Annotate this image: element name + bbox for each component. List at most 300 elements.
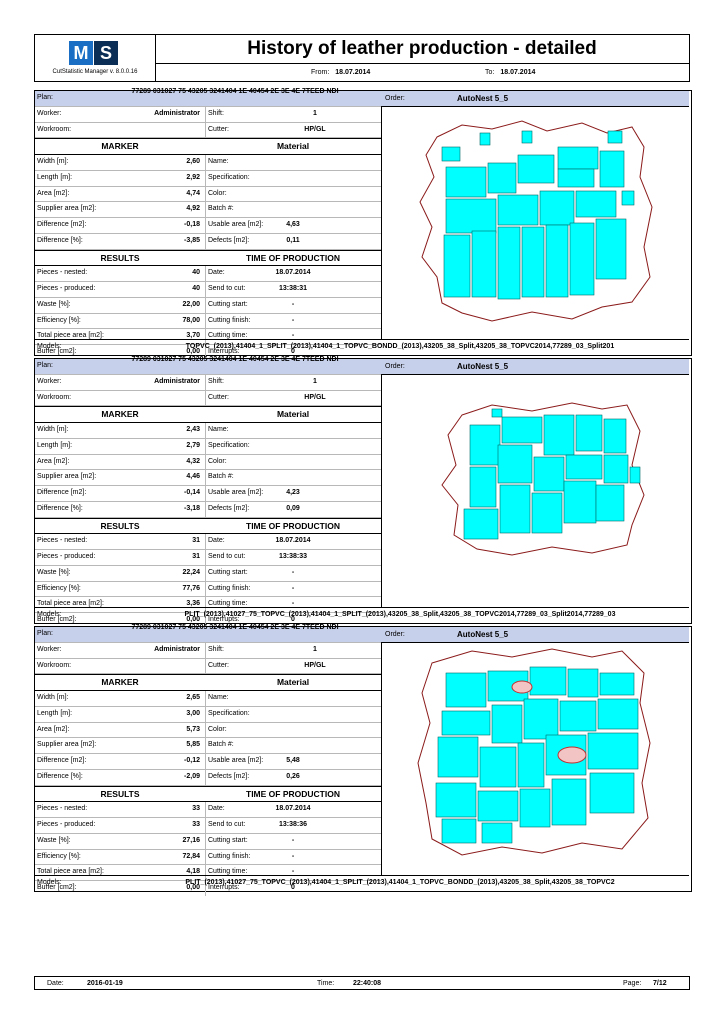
nested-piece [498, 445, 532, 483]
pieces-nested-value: 31 [192, 537, 200, 545]
nested-piece [608, 131, 622, 143]
models-label: Models: [37, 879, 62, 886]
report-footer [34, 976, 690, 990]
length-value: 3,00 [186, 709, 200, 717]
interrupts-value: 0 [291, 884, 295, 891]
send-to-cut-label: Send to cut: [208, 285, 246, 292]
usable-area-value: 5,48 [286, 757, 300, 764]
report-header [34, 34, 690, 82]
worker-label: Worker: [37, 109, 62, 117]
difference-pct-label: Difference [%]: [37, 236, 83, 244]
record-table [35, 624, 381, 896]
nested-piece [446, 167, 486, 197]
total-piece-area-label: Total piece area [m2]: [37, 868, 104, 876]
nested-piece [546, 225, 568, 297]
nested-piece [438, 737, 478, 777]
defects-label: Defects [m2]: [208, 236, 250, 244]
batch-label: Batch #: [208, 205, 234, 213]
marker-heading: MARKER [101, 677, 139, 688]
nested-piece [534, 457, 564, 491]
worker-row [35, 643, 381, 659]
nested-piece [570, 223, 594, 295]
supplier-area-row [35, 470, 381, 486]
send-to-cut-value: 13:38:33 [278, 553, 308, 560]
area-label: Area [m2]: [37, 725, 70, 733]
nested-piece [498, 195, 538, 225]
worker-row [35, 375, 381, 391]
nested-piece [604, 455, 628, 483]
nested-piece [630, 467, 640, 483]
difference-m2-row [35, 218, 381, 234]
waste-row [35, 566, 381, 582]
nested-piece [566, 455, 602, 479]
difference-m2-value: -0,18 [184, 221, 200, 228]
cutter-value: HP/GL [304, 393, 326, 401]
nested-piece [600, 673, 634, 695]
to-value: 18.07.2014 [500, 69, 536, 76]
marker-heading: MARKER [101, 409, 139, 420]
specification-label: Specification: [208, 709, 250, 717]
difference-pct-value: -3,85 [184, 236, 200, 244]
workroom-row [35, 123, 381, 139]
width-label: Width [m]: [37, 158, 69, 165]
nested-piece [470, 467, 496, 507]
nested-piece [464, 509, 498, 539]
supplier-area-value: 4,46 [186, 473, 200, 481]
shift-value: 1 [313, 645, 317, 653]
footer-page-value: 7/12 [653, 980, 667, 987]
waste-value: 27,16 [182, 836, 200, 844]
cutter-label: Cutter: [208, 661, 230, 669]
record-table [35, 88, 381, 360]
date-label: Date: [208, 269, 225, 277]
from-value: 18.07.2014 [335, 69, 371, 76]
pieces-produced-row [35, 818, 381, 834]
efficiency-label: Efficiency [%]: [37, 852, 81, 860]
plan-value: 77289 031027 75 43205 3241404 1E 40454 2E 3E 4E 7TEED NDI [131, 624, 339, 631]
nested-piece [596, 219, 626, 279]
nesting-preview [382, 375, 689, 606]
efficiency-row [35, 582, 381, 598]
workroom-label: Workroom: [37, 125, 72, 133]
nested-piece [530, 667, 566, 695]
nested-piece [470, 425, 500, 465]
pieces-produced-value: 40 [192, 285, 200, 292]
nested-piece [544, 415, 574, 455]
marker-material-heading [35, 138, 381, 155]
length-value: 2,79 [186, 441, 200, 449]
width-value: 2,60 [186, 158, 200, 165]
cutting-finish-label: Cutting finish: [208, 584, 251, 592]
difference-m2-label: Difference [m2]: [37, 221, 87, 228]
defects-label: Defects [m2]: [208, 504, 250, 512]
cutting-start-value: - [291, 300, 295, 308]
interrupts-label: Interrupts: [208, 616, 240, 623]
results-time-heading [35, 518, 381, 535]
difference-pct-row [35, 502, 381, 518]
app-version: CutStatistic Manager v. 8.0.0.16 [52, 69, 138, 75]
nested-piece [498, 227, 520, 299]
cutting-time-label: Cutting time: [208, 868, 248, 876]
material-heading: Material [276, 677, 310, 688]
marker-material-heading [35, 406, 381, 423]
models-label: Models: [37, 343, 62, 350]
nesting-preview [382, 643, 689, 874]
pieces-produced-row [35, 550, 381, 566]
plan-row [35, 88, 381, 107]
nested-piece [576, 415, 602, 451]
material-heading: Material [276, 141, 310, 152]
cutter-label: Cutter: [208, 125, 230, 133]
date-value: 18.07.2014 [275, 269, 311, 277]
total-piece-area-label: Total piece area [m2]: [37, 332, 104, 340]
shift-label: Shift: [208, 645, 224, 653]
results-heading: RESULTS [100, 252, 140, 263]
width-row [35, 423, 381, 439]
pieces-nested-value: 33 [192, 805, 200, 813]
supplier-area-row [35, 202, 381, 218]
difference-m2-label: Difference [m2]: [37, 757, 87, 764]
buffer-value: 0,00 [186, 348, 200, 355]
order-label: Order: [385, 363, 405, 370]
nesting-drawing [382, 107, 689, 338]
buffer-value: 0,00 [186, 616, 200, 623]
area-label: Area [m2]: [37, 457, 70, 465]
footer-time-value: 22:40:08 [353, 980, 382, 987]
report-title: History of leather production - detailed [155, 35, 689, 64]
width-label: Width [m]: [37, 426, 69, 433]
length-value: 2,92 [186, 173, 200, 181]
defects-value: 0,11 [286, 236, 300, 244]
pieces-nested-row [35, 534, 381, 550]
nested-piece [436, 783, 476, 817]
pieces-nested-value: 40 [192, 269, 200, 277]
nested-piece [596, 485, 624, 521]
pieces-produced-label: Pieces - produced: [37, 821, 96, 828]
efficiency-row [35, 850, 381, 866]
supplier-area-label: Supplier area [m2]: [37, 473, 97, 481]
nested-piece [492, 705, 522, 743]
nested-piece [478, 791, 518, 821]
shift-label: Shift: [208, 109, 224, 117]
interrupts-value: 0 [291, 616, 295, 623]
order-value: AutoNest 5_5 [457, 630, 509, 639]
efficiency-label: Efficiency [%]: [37, 316, 81, 324]
plan-label: Plan: [37, 362, 53, 369]
nested-piece [480, 747, 516, 787]
interrupts-label: Interrupts: [208, 884, 240, 891]
area-row [35, 187, 381, 203]
nested-piece [518, 743, 544, 787]
nested-piece [502, 417, 542, 443]
cutting-time-value: - [291, 600, 295, 608]
workroom-label: Workroom: [37, 393, 72, 401]
nested-piece [500, 485, 530, 533]
time-of-production-heading: TIME OF PRODUCTION [246, 252, 340, 263]
pieces-produced-label: Pieces - produced: [37, 285, 96, 292]
efficiency-value: 77,76 [182, 584, 200, 592]
cutter-value: HP/GL [304, 661, 326, 669]
name-label: Name: [208, 158, 229, 165]
send-to-cut-label: Send to cut: [208, 821, 246, 828]
defect-area [512, 681, 532, 693]
efficiency-label: Efficiency [%]: [37, 584, 81, 592]
pieces-produced-value: 33 [192, 821, 200, 828]
cutting-finish-value: - [291, 584, 295, 592]
models-value: TOPVC_(2013),41404_1_SPLIT_(2013),41404_1_TOPVC_BONDD_(2013),43205_38_Split,43205_38_TOPVC2014,77289_03_Split201 [185, 343, 615, 350]
width-row [35, 155, 381, 171]
area-value: 4,74 [186, 189, 200, 197]
nested-piece [598, 699, 638, 729]
cutting-start-label: Cutting start: [208, 568, 248, 576]
nested-piece [576, 191, 616, 217]
efficiency-row [35, 314, 381, 330]
nested-piece [540, 191, 574, 225]
supplier-area-value: 5,85 [186, 741, 200, 749]
nested-piece [564, 481, 596, 523]
cutting-finish-label: Cutting finish: [208, 316, 251, 324]
date-label: Date: [208, 537, 225, 545]
production-record-3 [34, 626, 692, 892]
waste-value: 22,00 [182, 300, 200, 308]
difference-pct-value: -3,18 [184, 504, 200, 512]
production-record-1 [34, 90, 692, 356]
logo-letter-m: M [69, 41, 93, 65]
total-piece-area-value: 3,70 [186, 332, 200, 340]
difference-m2-row [35, 486, 381, 502]
length-label: Length [m]: [37, 709, 73, 717]
supplier-area-label: Supplier area [m2]: [37, 741, 97, 749]
total-piece-area-value: 3,36 [186, 600, 200, 608]
order-bar [381, 91, 689, 107]
area-label: Area [m2]: [37, 189, 70, 197]
order-label: Order: [385, 631, 405, 638]
record-table [35, 356, 381, 628]
date-from [311, 69, 370, 76]
nested-piece [560, 701, 596, 731]
pieces-produced-row [35, 282, 381, 298]
area-value: 5,73 [186, 725, 200, 733]
cutting-start-value: - [291, 836, 295, 844]
supplier-area-row [35, 738, 381, 754]
worker-value: Administrator [154, 377, 200, 385]
plan-label: Plan: [37, 94, 53, 101]
nested-piece [568, 669, 598, 697]
waste-label: Waste [%]: [37, 568, 71, 576]
plan-value: 77289 031027 75 43205 3241404 1E 40454 2E 3E 4E 7TEED NDI [131, 88, 339, 95]
cutting-time-label: Cutting time: [208, 600, 248, 608]
nested-piece [442, 711, 490, 735]
nested-piece [488, 163, 516, 193]
defect-area [558, 747, 586, 763]
models-label: Models: [37, 611, 62, 618]
buffer-label: Buffer [cm2]: [37, 616, 77, 623]
date-value: 18.07.2014 [275, 805, 311, 813]
worker-value: Administrator [154, 645, 200, 653]
color-label: Color: [208, 725, 227, 733]
cutter-value: HP/GL [304, 125, 326, 133]
difference-pct-value: -2,09 [184, 772, 200, 780]
cutter-label: Cutter: [208, 393, 230, 401]
date-to [485, 69, 535, 76]
date-value: 18.07.2014 [275, 537, 311, 545]
nested-piece [590, 773, 634, 813]
send-to-cut-label: Send to cut: [208, 553, 246, 560]
area-row [35, 723, 381, 739]
time-of-production-heading: TIME OF PRODUCTION [246, 788, 340, 799]
nested-piece [604, 419, 626, 453]
plan-value: 77289 031027 75 43205 3241404 1E 40454 2E 3E 4E 7TEED NDI [131, 356, 339, 363]
nesting-preview [382, 107, 689, 338]
order-label: Order: [385, 95, 405, 102]
models-row [35, 339, 689, 354]
nested-piece [442, 147, 460, 161]
area-value: 4,32 [186, 457, 200, 465]
length-label: Length [m]: [37, 441, 73, 449]
marker-material-heading [35, 674, 381, 691]
cutting-start-value: - [291, 568, 295, 576]
worker-row [35, 107, 381, 123]
defects-value: 0,26 [286, 772, 300, 780]
supplier-area-label: Supplier area [m2]: [37, 205, 97, 213]
order-bar [381, 627, 689, 643]
nested-piece [520, 789, 550, 827]
difference-pct-row [35, 770, 381, 786]
workroom-label: Workroom: [37, 661, 72, 669]
difference-pct-label: Difference [%]: [37, 772, 83, 780]
nested-piece [558, 169, 594, 187]
interrupts-value: 0 [291, 348, 295, 355]
interrupts-label: Interrupts: [208, 348, 240, 355]
usable-area-value: 4,23 [286, 489, 300, 496]
total-piece-area-label: Total piece area [m2]: [37, 600, 104, 608]
material-heading: Material [276, 409, 310, 420]
time-of-production-heading: TIME OF PRODUCTION [246, 520, 340, 531]
nested-piece [558, 147, 598, 169]
nested-piece [442, 819, 476, 843]
models-row [35, 875, 689, 890]
pieces-produced-label: Pieces - produced: [37, 553, 96, 560]
send-to-cut-value: 13:38:36 [278, 821, 308, 828]
nested-piece [482, 823, 512, 843]
logo-letter-s: S [94, 41, 118, 65]
name-label: Name: [208, 426, 229, 433]
defects-label: Defects [m2]: [208, 772, 250, 780]
nested-piece [600, 151, 624, 187]
nested-piece [532, 493, 562, 533]
nesting-drawing [382, 643, 689, 874]
usable-area-label: Usable area [m2]: [208, 221, 264, 228]
difference-m2-value: -0,14 [184, 489, 200, 496]
waste-label: Waste [%]: [37, 300, 71, 308]
shift-value: 1 [313, 377, 317, 385]
cutting-start-label: Cutting start: [208, 300, 248, 308]
date-label: Date: [208, 805, 225, 813]
specification-label: Specification: [208, 441, 250, 449]
difference-pct-row [35, 234, 381, 250]
difference-m2-label: Difference [m2]: [37, 489, 87, 496]
results-time-heading [35, 786, 381, 803]
workroom-row [35, 391, 381, 407]
models-value: PLIT_(2013),41027_75_TOPVC_(2013),41404_1_SPLIT_(2013),43205_38_Split,43205_38_TOPVC2014,77289_03_Split2014,77289_03 [184, 611, 616, 618]
order-value: AutoNest 5_5 [457, 94, 509, 103]
nested-piece [480, 133, 490, 145]
width-label: Width [m]: [37, 694, 69, 701]
width-value: 2,43 [186, 426, 200, 433]
pieces-nested-label: Pieces - nested: [37, 805, 88, 813]
difference-pct-label: Difference [%]: [37, 504, 83, 512]
cutting-time-value: - [291, 332, 295, 340]
waste-value: 22,24 [182, 568, 200, 576]
nested-piece [622, 191, 634, 205]
nested-piece [518, 155, 554, 183]
color-label: Color: [208, 189, 227, 197]
length-row [35, 707, 381, 723]
buffer-value: 0,00 [186, 884, 200, 891]
difference-m2-row [35, 754, 381, 770]
specification-label: Specification: [208, 173, 250, 181]
nested-piece [446, 673, 486, 707]
batch-label: Batch #: [208, 741, 234, 749]
area-row [35, 455, 381, 471]
models-value: PLIT_(2013),41027_75_TOPVC_(2013),41404_1_SPLIT_(2013),41404_1_TOPVC_BONDD_(2013),43205_38_Split,43205_38_TOPVC2 [185, 879, 615, 886]
logo-box [35, 35, 156, 81]
worker-value: Administrator [154, 109, 200, 117]
buffer-label: Buffer [cm2]: [37, 884, 77, 891]
waste-row [35, 834, 381, 850]
width-value: 2,65 [186, 694, 200, 701]
worker-label: Worker: [37, 377, 62, 385]
color-label: Color: [208, 457, 227, 465]
nested-piece [588, 733, 638, 769]
usable-area-label: Usable area [m2]: [208, 489, 264, 496]
length-row [35, 171, 381, 187]
length-label: Length [m]: [37, 173, 73, 181]
footer-date-value: 2016-01-19 [87, 980, 123, 987]
nested-piece [492, 409, 502, 417]
to-label: To: [485, 69, 495, 76]
nested-piece [522, 131, 532, 143]
footer-date-label: Date: [47, 980, 64, 987]
nested-piece [524, 699, 558, 739]
cutting-time-label: Cutting time: [208, 332, 248, 340]
order-value: AutoNest 5_5 [457, 362, 509, 371]
pieces-nested-label: Pieces - nested: [37, 269, 88, 277]
plan-label: Plan: [37, 630, 53, 637]
from-label: From: [311, 69, 330, 76]
cutting-start-label: Cutting start: [208, 836, 248, 844]
total-piece-area-value: 4,18 [186, 868, 200, 876]
shift-label: Shift: [208, 377, 224, 385]
nested-piece [472, 231, 496, 297]
batch-label: Batch #: [208, 473, 234, 481]
footer-page-label: Page: [623, 980, 642, 987]
shift-value: 1 [313, 109, 317, 117]
efficiency-value: 78,00 [182, 316, 200, 324]
width-row [35, 691, 381, 707]
production-record-2 [34, 358, 692, 624]
difference-m2-value: -0,12 [184, 757, 200, 764]
nested-piece [552, 779, 586, 825]
nested-piece [522, 227, 544, 297]
send-to-cut-value: 13:38:31 [278, 285, 308, 292]
results-heading: RESULTS [100, 788, 140, 799]
results-heading: RESULTS [100, 520, 140, 531]
company-logo [69, 41, 119, 65]
marker-heading: MARKER [101, 141, 139, 152]
order-bar [381, 359, 689, 375]
nesting-drawing [382, 375, 689, 606]
